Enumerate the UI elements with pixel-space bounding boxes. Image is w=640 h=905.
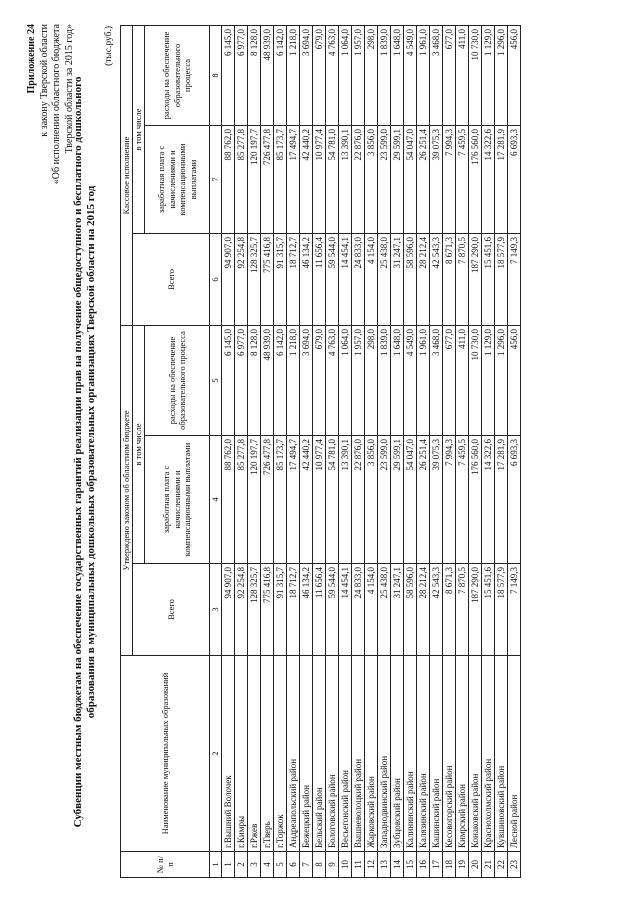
cell-n: 22 — [495, 852, 508, 878]
cell-n: 20 — [469, 852, 482, 878]
cell-t2: 24 833,0 — [352, 233, 365, 325]
cell-n: 23 — [508, 852, 521, 878]
col-header-total: Всего — [133, 564, 210, 656]
cell-s: 120 197,7 — [248, 436, 261, 564]
cell-name: г.Торжок — [274, 656, 287, 852]
table-row — [261, 25, 274, 877]
cell-s2: 14 322,6 — [482, 125, 495, 233]
cell-t: 775 416,8 — [261, 564, 274, 656]
cell-e2: 3 468,0 — [430, 25, 443, 125]
table-row — [365, 25, 378, 877]
col-header-name: Наименование муниципальных образований — [121, 656, 210, 852]
table-row — [287, 25, 300, 877]
cell-n: 9 — [326, 852, 339, 878]
cell-e2: 48 939,0 — [261, 25, 274, 125]
cell-e2: 10 730,0 — [469, 25, 482, 125]
subvention-table — [120, 25, 521, 878]
cell-t2: 4 154,0 — [365, 233, 378, 325]
col-index: 4 — [210, 436, 222, 564]
document-page — [20, 12, 620, 892]
cell-name: г.Ржев — [248, 656, 261, 852]
cell-e2: 1 064,0 — [339, 25, 352, 125]
col-header-total-exec: Всего — [133, 233, 210, 325]
cell-n: 19 — [456, 852, 469, 878]
cell-t: 15 451,6 — [482, 564, 495, 656]
table-row — [495, 25, 508, 877]
table-row — [404, 25, 417, 877]
col-index: 7 — [210, 125, 222, 233]
cell-n: 10 — [339, 852, 352, 878]
cell-e: 6 977,0 — [235, 325, 248, 435]
cell-s: 54 781,0 — [326, 436, 339, 564]
col-group-incl-exec: в том числе — [133, 25, 145, 233]
cell-t: 28 212,4 — [417, 564, 430, 656]
cell-t: 91 315,7 — [274, 564, 287, 656]
cell-e: 1 957,0 — [352, 325, 365, 435]
cell-t2: 775 416,8 — [261, 233, 274, 325]
table-row — [430, 25, 443, 877]
title-line-2: образования в муниципальных дошкольных образовательных организациях Тверской области на 2015 год — [85, 185, 97, 719]
cell-e2: 3 694,0 — [300, 25, 313, 125]
cell-n: 2 — [235, 852, 248, 878]
cell-t2: 18 712,7 — [287, 233, 300, 325]
cell-e2: 4 763,0 — [326, 25, 339, 125]
table-row — [222, 25, 235, 877]
cell-t2: 128 325,7 — [248, 233, 261, 325]
cell-n: 6 — [287, 852, 300, 878]
cell-t2: 15 451,6 — [482, 233, 495, 325]
cell-s: 88 762,0 — [222, 436, 235, 564]
cell-e: 1 648,0 — [391, 325, 404, 435]
cell-s2: 39 075,3 — [430, 125, 443, 233]
cell-t: 14 454,1 — [339, 564, 352, 656]
col-index: 3 — [210, 564, 222, 656]
cell-t: 7 870,5 — [456, 564, 469, 656]
cell-t: 59 544,0 — [326, 564, 339, 656]
cell-t2: 59 544,0 — [326, 233, 339, 325]
col-group-approved: Утверждено законом об областном бюджете — [121, 325, 133, 655]
cell-e2: 1 218,0 — [287, 25, 300, 125]
table-row — [339, 25, 352, 877]
cell-n: 5 — [274, 852, 287, 878]
cell-t: 24 833,0 — [352, 564, 365, 656]
cell-name: г.Кимры — [235, 656, 248, 852]
document-title — [72, 32, 98, 872]
table-row — [300, 25, 313, 877]
cell-name: Весьегонский район — [339, 656, 352, 852]
cell-s2: 85 173,7 — [274, 125, 287, 233]
table-row — [313, 25, 326, 877]
cell-s: 54 047,0 — [404, 436, 417, 564]
cell-n: 12 — [365, 852, 378, 878]
cell-s: 7 994,3 — [443, 436, 456, 564]
cell-t: 18 712,7 — [287, 564, 300, 656]
cell-s: 42 440,2 — [300, 436, 313, 564]
cell-n: 21 — [482, 852, 495, 878]
cell-s: 14 322,6 — [482, 436, 495, 564]
cell-s: 13 390,1 — [339, 436, 352, 564]
cell-s2: 54 047,0 — [404, 125, 417, 233]
cell-n: 1 — [222, 852, 235, 878]
cell-s2: 22 876,0 — [352, 125, 365, 233]
cell-t2: 14 454,1 — [339, 233, 352, 325]
cell-s2: 88 762,0 — [222, 125, 235, 233]
cell-e2: 1 961,0 — [417, 25, 430, 125]
cell-t2: 42 543,3 — [430, 233, 443, 325]
cell-e: 679,0 — [313, 325, 326, 435]
cell-s2: 6 693,3 — [508, 125, 521, 233]
header-line-3: Тверской области за 2015 год» — [63, 24, 75, 154]
table-row — [235, 25, 248, 877]
cell-e: 1 129,0 — [482, 325, 495, 435]
cell-e: 456,0 — [508, 325, 521, 435]
cell-e2: 6 142,0 — [274, 25, 287, 125]
cell-name: Вышневолоцкий район — [352, 656, 365, 852]
cell-s: 39 075,3 — [430, 436, 443, 564]
cell-e2: 298,0 — [365, 25, 378, 125]
table-row — [352, 25, 365, 877]
col-header-salary: заработная плата с начислениями и компенсационными выплатами — [145, 436, 210, 564]
table-row — [508, 25, 521, 877]
cell-t2: 8 671,3 — [443, 233, 456, 325]
cell-t: 25 438,0 — [378, 564, 391, 656]
table-row — [443, 25, 456, 877]
cell-name: Бежецкий район — [300, 656, 313, 852]
cell-t: 4 154,0 — [365, 564, 378, 656]
cell-t2: 11 656,4 — [313, 233, 326, 325]
cell-name: Краснохолмский район — [482, 656, 495, 852]
cell-name: Жарковский район — [365, 656, 378, 852]
cell-t2: 58 596,0 — [404, 233, 417, 325]
col-index: 2 — [210, 656, 222, 852]
cell-e: 10 730,0 — [469, 325, 482, 435]
cell-e: 677,0 — [443, 325, 456, 435]
cell-e2: 1 296,0 — [495, 25, 508, 125]
cell-s: 22 876,0 — [352, 436, 365, 564]
cell-t2: 7 149,3 — [508, 233, 521, 325]
unit-label: (тыс.руб.) — [104, 26, 114, 66]
cell-s2: 85 277,8 — [235, 125, 248, 233]
col-index: 5 — [210, 325, 222, 435]
cell-e: 3 694,0 — [300, 325, 313, 435]
cell-t: 94 907,0 — [222, 564, 235, 656]
cell-s2: 42 440,2 — [300, 125, 313, 233]
cell-t2: 187 290,0 — [469, 233, 482, 325]
col-header-edu-exec: расходы на обеспечение образовательного процесса — [145, 25, 210, 125]
appendix-label: Приложение 24 — [26, 24, 37, 94]
table-body — [222, 25, 521, 877]
cell-n: 3 — [248, 852, 261, 878]
cell-e: 6 142,0 — [274, 325, 287, 435]
header-line-1: к закону Тверской области — [38, 24, 50, 137]
cell-t2: 46 134,2 — [300, 233, 313, 325]
cell-e: 8 128,0 — [248, 325, 261, 435]
cell-e: 4 763,0 — [326, 325, 339, 435]
cell-s: 29 599,1 — [391, 436, 404, 564]
cell-t2: 92 254,8 — [235, 233, 248, 325]
cell-e2: 1 839,0 — [378, 25, 391, 125]
cell-e2: 1 957,0 — [352, 25, 365, 125]
cell-n: 17 — [430, 852, 443, 878]
cell-n: 15 — [404, 852, 417, 878]
cell-t2: 31 247,1 — [391, 233, 404, 325]
table-row — [469, 25, 482, 877]
cell-name: Кувшиновский район — [495, 656, 508, 852]
cell-t: 7 149,3 — [508, 564, 521, 656]
cell-s2: 120 197,7 — [248, 125, 261, 233]
cell-e: 1 296,0 — [495, 325, 508, 435]
cell-e2: 456,0 — [508, 25, 521, 125]
cell-s: 7 459,5 — [456, 436, 469, 564]
cell-e2: 677,0 — [443, 25, 456, 125]
cell-n: 14 — [391, 852, 404, 878]
header-line-2: «Об исполнении областного бюджета — [51, 24, 62, 185]
cell-e: 48 939,0 — [261, 325, 274, 435]
cell-e2: 6 145,0 — [222, 25, 235, 125]
cell-t: 46 134,2 — [300, 564, 313, 656]
cell-s2: 10 977,4 — [313, 125, 326, 233]
cell-s2: 176 560,0 — [469, 125, 482, 233]
cell-n: 4 — [261, 852, 274, 878]
col-header-edu: расходы на обеспечение образовательного процесса — [145, 325, 210, 435]
cell-s2: 23 599,0 — [378, 125, 391, 233]
cell-t: 8 671,3 — [443, 564, 456, 656]
cell-e2: 6 977,0 — [235, 25, 248, 125]
cell-s: 176 560,0 — [469, 436, 482, 564]
cell-s2: 7 459,5 — [456, 125, 469, 233]
cell-s: 3 856,0 — [365, 436, 378, 564]
cell-t: 18 577,9 — [495, 564, 508, 656]
cell-e: 1 218,0 — [287, 325, 300, 435]
cell-t: 31 247,1 — [391, 564, 404, 656]
cell-name: Бельский район — [313, 656, 326, 852]
cell-name: Калининский район — [404, 656, 417, 852]
document-header — [26, 24, 76, 184]
table-row — [248, 25, 261, 877]
cell-e: 298,0 — [365, 325, 378, 435]
cell-s2: 13 390,1 — [339, 125, 352, 233]
cell-t2: 94 907,0 — [222, 233, 235, 325]
table-row — [326, 25, 339, 877]
cell-t: 42 543,3 — [430, 564, 443, 656]
table-row — [482, 25, 495, 877]
cell-t: 58 596,0 — [404, 564, 417, 656]
cell-name: Андреапольский район — [287, 656, 300, 852]
cell-t: 11 656,4 — [313, 564, 326, 656]
cell-e: 1 961,0 — [417, 325, 430, 435]
cell-s2: 7 994,3 — [443, 125, 456, 233]
cell-s: 17 281,9 — [495, 436, 508, 564]
cell-t2: 91 315,7 — [274, 233, 287, 325]
cell-s: 23 599,0 — [378, 436, 391, 564]
cell-n: 8 — [313, 852, 326, 878]
cell-s: 26 251,4 — [417, 436, 430, 564]
col-group-executed: Кассовое исполнение — [121, 25, 133, 325]
cell-s: 726 477,8 — [261, 436, 274, 564]
table-row — [274, 25, 287, 877]
cell-n: 7 — [300, 852, 313, 878]
cell-t: 128 325,7 — [248, 564, 261, 656]
col-index: 6 — [210, 233, 222, 325]
cell-name: Кесовогорский район — [443, 656, 456, 852]
cell-n: 11 — [352, 852, 365, 878]
cell-name: г.Тверь — [261, 656, 274, 852]
cell-n: 18 — [443, 852, 456, 878]
cell-e2: 4 549,0 — [404, 25, 417, 125]
cell-s2: 726 477,8 — [261, 125, 274, 233]
cell-name: Конаковский район — [469, 656, 482, 852]
cell-s: 17 494,7 — [287, 436, 300, 564]
table-row — [391, 25, 404, 877]
cell-e: 3 468,0 — [430, 325, 443, 435]
col-index: 1 — [210, 852, 222, 878]
cell-e2: 1 129,0 — [482, 25, 495, 125]
cell-e: 4 549,0 — [404, 325, 417, 435]
cell-name: Западнодвинский район — [378, 656, 391, 852]
cell-e2: 411,0 — [456, 25, 469, 125]
col-header-salary-exec: заработная плата с начислениями и компенсационными выплатами — [145, 125, 210, 233]
cell-n: 13 — [378, 852, 391, 878]
cell-name: Бологовский район — [326, 656, 339, 852]
cell-t2: 25 438,0 — [378, 233, 391, 325]
cell-n: 16 — [417, 852, 430, 878]
title-line-1: Субвенции местным бюджетам на обеспечение государственных гарантий реализации прав на получение общедоступного и бесплатного дошкольного — [72, 76, 84, 828]
cell-name: Зубцовский район — [391, 656, 404, 852]
table-row — [456, 25, 469, 877]
cell-t2: 7 870,5 — [456, 233, 469, 325]
cell-t2: 18 577,9 — [495, 233, 508, 325]
cell-t: 92 254,8 — [235, 564, 248, 656]
cell-e2: 1 648,0 — [391, 25, 404, 125]
table-row — [417, 25, 430, 877]
cell-name: Калязинский район — [417, 656, 430, 852]
cell-e: 1 839,0 — [378, 325, 391, 435]
cell-s: 85 277,8 — [235, 436, 248, 564]
cell-e: 411,0 — [456, 325, 469, 435]
cell-s2: 29 599,1 — [391, 125, 404, 233]
cell-name: Лесной район — [508, 656, 521, 852]
col-index: 8 — [210, 25, 222, 125]
cell-e2: 8 128,0 — [248, 25, 261, 125]
cell-s: 10 977,4 — [313, 436, 326, 564]
cell-s2: 54 781,0 — [326, 125, 339, 233]
cell-s2: 17 281,9 — [495, 125, 508, 233]
cell-e2: 679,0 — [313, 25, 326, 125]
cell-s2: 26 251,4 — [417, 125, 430, 233]
cell-s: 85 173,7 — [274, 436, 287, 564]
table-row — [378, 25, 391, 877]
cell-e: 1 064,0 — [339, 325, 352, 435]
col-group-incl: в том числе — [133, 325, 145, 563]
cell-name: Кашинский район — [430, 656, 443, 852]
cell-s: 6 693,3 — [508, 436, 521, 564]
col-header-num: № п/п — [121, 852, 210, 878]
cell-e: 6 145,0 — [222, 325, 235, 435]
cell-name: г.Вышний Волочек — [222, 656, 235, 852]
cell-name: Кимрский район — [456, 656, 469, 852]
cell-t: 187 290,0 — [469, 564, 482, 656]
cell-s2: 17 494,7 — [287, 125, 300, 233]
cell-t2: 28 212,4 — [417, 233, 430, 325]
cell-s2: 3 856,0 — [365, 125, 378, 233]
